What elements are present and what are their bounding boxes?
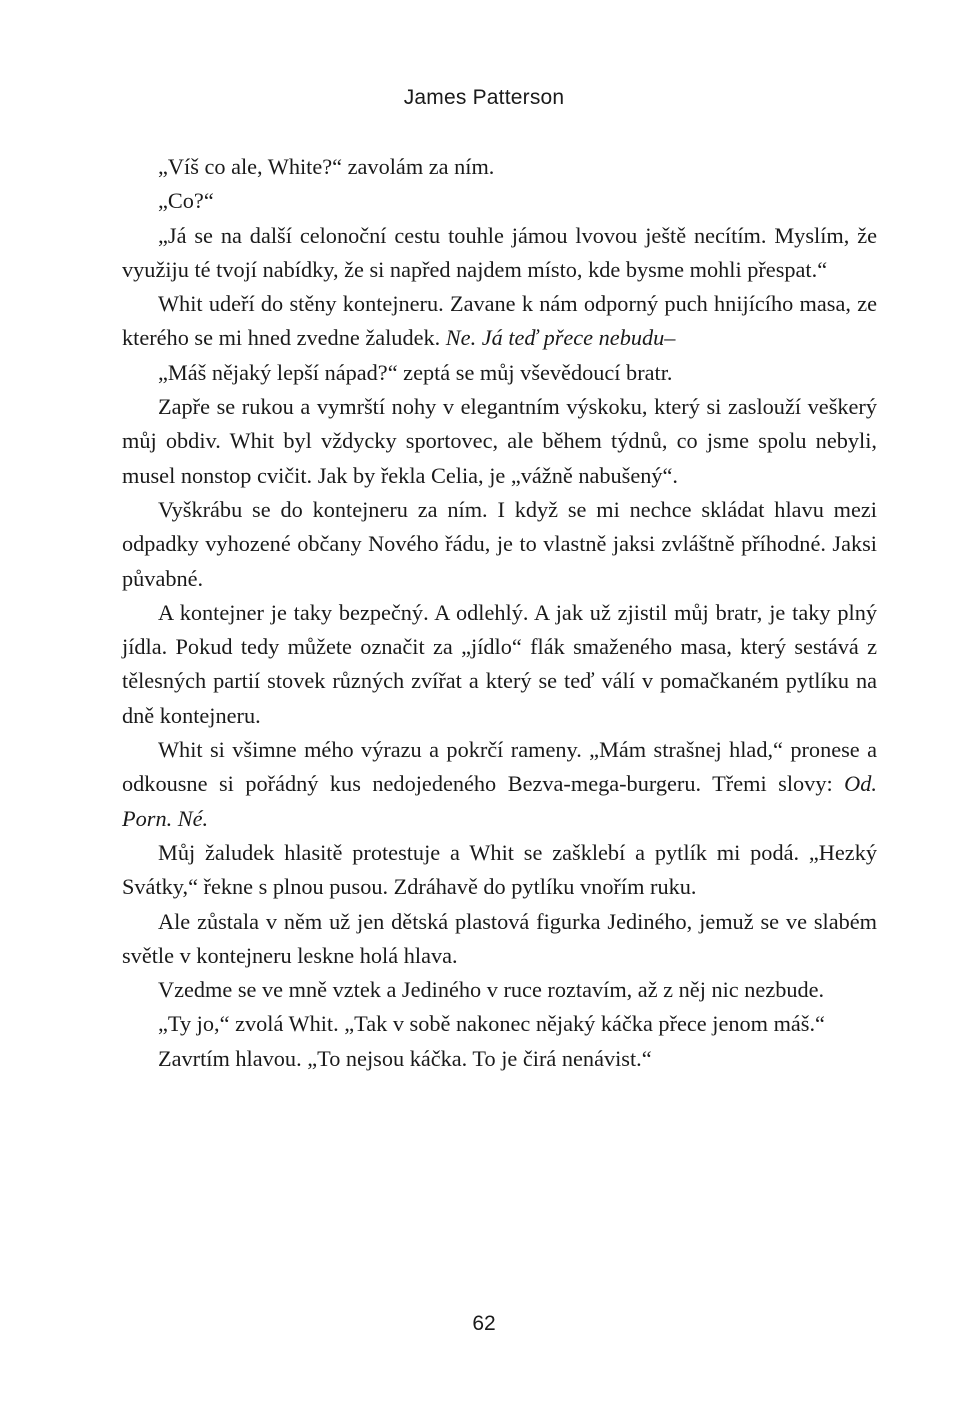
page-number: 62 (472, 1312, 496, 1335)
paragraph-text: „Já se na další celonoční cestu touhle jámou lvovou ještě necítím. Myslím, že využiju té tvojí nabídky, že si napřed najdem místo, kde bysme mohli přespat.“ (122, 222, 877, 282)
paragraph (122, 1042, 877, 1076)
paragraph (122, 733, 877, 836)
paragraph-text: Whit udeří do stěny kontejneru. Zavane k nám odporný puch hnijícího masa, ze kterého se mi hned zvedne žaludek. (122, 291, 877, 351)
running-header-author: James Patterson (403, 86, 565, 109)
paragraph-text: Whit si všimne mého výrazu a pokrčí rameny. „Mám strašnej hlad,“ pronese a odkousne si pořádný kus nedojedeného Bezva-mega-burgeru. Třemi slovy: (122, 737, 877, 797)
paragraph (122, 356, 877, 390)
paragraph (122, 184, 877, 218)
paragraph (122, 493, 877, 596)
paragraph-text: Můj žaludek hlasitě protestuje a Whit se zašklebí a pytlík mi podá. „Hezký Svátky,“ řekne s plnou pusou. Zdráhavě do pytlíku vnořím ruku. (122, 839, 877, 900)
paragraph-italic-text: Od. Porn. Né. (122, 771, 877, 831)
paragraph-italic-text: Ne. Já teď přece nebudu– (445, 325, 676, 351)
paragraph (122, 836, 877, 905)
paragraph-text: A kontejner je taky bezpečný. A odlehlý. A jak už zjistil můj bratr, je taky plný jídla. Pokud tedy můžete označit za „jídlo“ flák smaženého masa, který sestává z tělesných partií stovek různých zvířat a který se teď válí v pomačkaném pytlíku na dně kontejneru. (122, 599, 877, 728)
paragraph-text: Zavrtím hlavou. „To nejsou káčka. To je čirá nenávist.“ (158, 1045, 652, 1071)
paragraph-text: Vyškrábu se do kontejneru za ním. I když se mi nechce skládat hlavu mezi odpadky vyhozené občany Nového řádu, je to vlastně jaksi zvláštně příhodné. Jaksi půvabné. (122, 496, 877, 591)
paragraph-text: „Máš nějaký lepší nápad?“ zeptá se můj vševědoucí bratr. (158, 359, 673, 385)
paragraph (122, 973, 877, 1007)
body-text (122, 150, 877, 1076)
paragraph (122, 287, 877, 356)
paragraph (122, 150, 877, 184)
paragraph (122, 219, 877, 288)
paragraph (122, 1007, 877, 1041)
paragraph (122, 596, 877, 733)
paragraph (122, 390, 877, 493)
paragraph-text: „Ty jo,“ zvolá Whit. „Tak v sobě nakonec nějaký káčka přece jenom máš.“ (158, 1011, 825, 1037)
paragraph (122, 905, 877, 974)
paragraph-text: Ale zůstala v něm už jen dětská plastová figurka Jediného, jemuž se ve slabém světle v kontejneru leskne holá hlava. (122, 908, 877, 968)
paragraph-text: „Víš co ale, White?“ zavolám za ním. (158, 154, 495, 179)
paragraph-text: Vzedme se ve mně vztek a Jediného v ruce roztavím, až z něj nic nezbude. (158, 977, 825, 1003)
paragraph-text: „Co?“ (158, 188, 214, 214)
paragraph-text: Zapře se rukou a vymrští nohy v elegantním výskoku, který si zaslouží veškerý můj obdiv. Whit byl vždycky sportovec, ale během týdnů, co jsme spolu nebyli, musel nonstop cvičit. Jak by řekla Celia, je „vážně nabušený“. (122, 394, 877, 488)
